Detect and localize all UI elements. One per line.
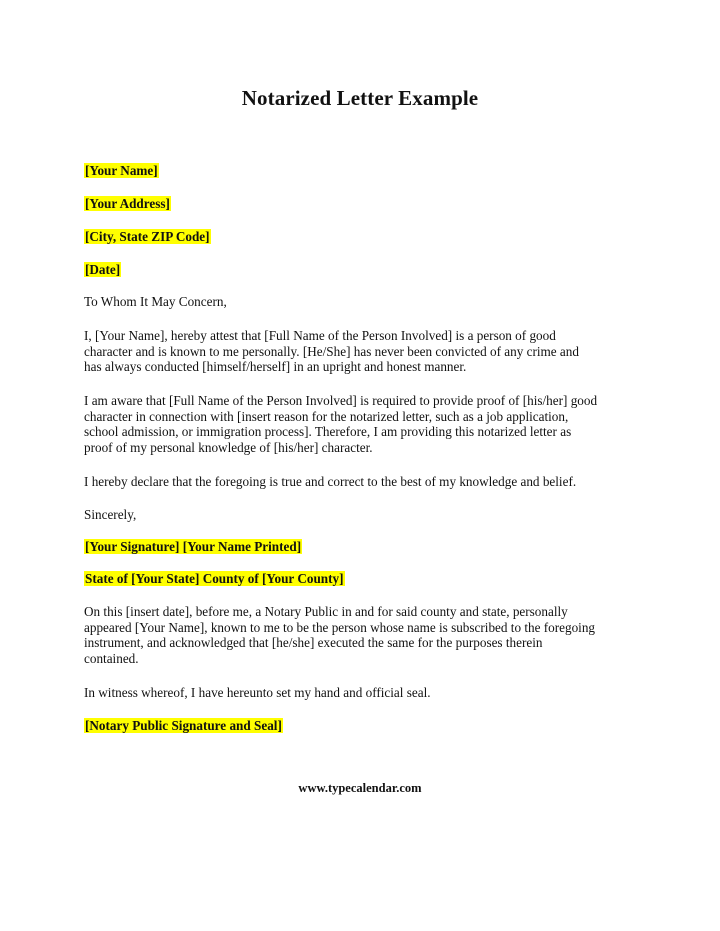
document-title: Notarized Letter Example [241, 86, 479, 110]
paragraph-line: appeared [Your Name], known to me to be the person whose name is subscribed to the foregoing [84, 619, 596, 635]
state-county-line-text: State of [Your State] County of [Your County] [85, 571, 344, 586]
sender-address-text: [Your Address] [85, 196, 170, 211]
notary-signature [84, 718, 644, 734]
notary-signature-text: [Notary Public Signature and Seal] [85, 718, 282, 733]
sender-date-text: [Date] [85, 262, 121, 277]
sender-date [84, 262, 644, 278]
declaration: I hereby declare that the foregoing is true and correct to the best of my knowledge and belief. [84, 474, 577, 489]
signature-line-text: [Your Signature] [Your Name Printed] [85, 539, 302, 554]
paragraph-line: instrument, and acknowledged that [he/she] executed the same for the purposes therein [84, 635, 543, 650]
paragraph-line: has always conducted [himself/herself] in an upright and honest manner. [84, 359, 467, 374]
paragraph-line: I am aware that [Full Name of the Person Involved] is required to provide proof of [his/her] good [84, 393, 598, 408]
paragraph-line: character and is known to me personally. [He/She] has never been convicted of any crime and [84, 343, 579, 359]
signature-line [84, 539, 644, 555]
paragraph-line: proof of my personal knowledge of [his/her] character. [84, 439, 373, 455]
paragraph-line: I, [Your Name], hereby attest that [Full Name of the Person Involved] is a person of good [84, 328, 556, 343]
footer-website: www.typecalendar.com [298, 781, 422, 795]
closing: Sincerely, [84, 507, 137, 522]
paragraph-line: contained. [84, 650, 139, 666]
witness-statement: In witness whereof, I have hereunto set my hand and official seal. [84, 685, 431, 700]
state-county-line [84, 571, 644, 587]
salutation: To Whom It May Concern, [84, 294, 227, 309]
sender-city-state-zip [84, 229, 644, 245]
paragraph-purpose [84, 393, 644, 455]
paragraph-line: On this [insert date], before me, a Notary Public in and for said county and state, personally [84, 604, 568, 619]
paragraph-attestation [84, 328, 644, 375]
paragraph-line: school admission, or immigration process]. Therefore, I am providing this notarized letter as [84, 424, 572, 439]
sender-name [84, 163, 644, 179]
paragraph-line: character in connection with [insert reason for the notarized letter, such as a job application, [84, 408, 569, 424]
paragraph-notary [84, 604, 644, 666]
sender-city-state-zip-text: [City, State ZIP Code] [85, 229, 210, 244]
sender-address [84, 196, 644, 212]
sender-name-text: [Your Name] [85, 163, 158, 178]
